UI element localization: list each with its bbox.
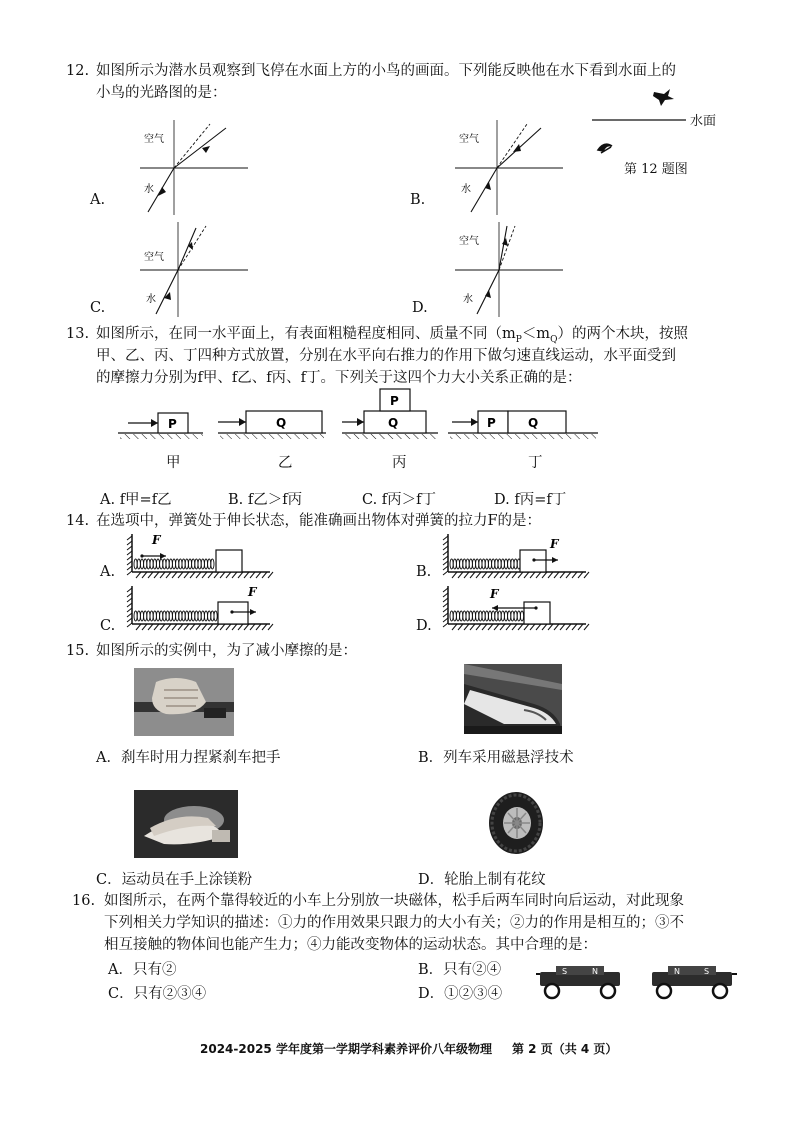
q12-option-c[interactable]: C. xyxy=(90,300,106,316)
q12-option-a[interactable]: A. xyxy=(90,192,106,208)
q13-option-c[interactable]: C. f丙＞f丁 xyxy=(362,492,437,508)
q13-option-b[interactable]: B. f乙＞f丙 xyxy=(228,492,303,508)
q15-stem: 如图所示的实例中，为了减小摩擦的是： xyxy=(96,643,357,659)
q13-stem-line1: 如图所示，在同一水平面上，有表面粗糙程度相同、质量不同$(m_P<m_Q)$的两个木块，按照 xyxy=(96,326,688,345)
q13-fig-label-bing: 丙 xyxy=(392,455,407,471)
svg-text:P: P xyxy=(390,394,399,408)
q14-number: 14. xyxy=(66,513,90,529)
svg-text:水: 水 xyxy=(461,184,471,195)
svg-text:水: 水 xyxy=(463,294,473,305)
q16-stem-line2: 下列相关力学知识的描述：①力的作用效果只跟力的大小有关；②力的作用是相互的；③不 xyxy=(104,915,684,931)
q12-option-b[interactable]: B. xyxy=(410,192,426,208)
q16-number: 16. xyxy=(72,893,96,909)
svg-text:空气: 空气 xyxy=(459,236,479,247)
q14-option-c[interactable]: C. xyxy=(100,618,116,634)
q12-diagram-c xyxy=(140,222,250,317)
magnet-label-n2: N xyxy=(674,967,680,976)
q16-stem-line1: 如图所示，在两个靠得较近的小车上分别放一块磁体，松手后两车同时向后运动，对此现象 xyxy=(104,893,684,909)
spring-block xyxy=(216,550,242,572)
block-q-label: Q xyxy=(276,416,287,430)
svg-text:P: P xyxy=(487,416,496,430)
q13-number: 13. xyxy=(66,326,90,342)
photo-chalk-hands xyxy=(134,790,238,858)
q14-option-d[interactable]: D. xyxy=(416,618,432,634)
block-p-label: P xyxy=(168,417,177,431)
q14-spring-diagram-b xyxy=(440,532,590,580)
svg-text:空气: 空气 xyxy=(459,134,479,145)
q14-option-a[interactable]: A. xyxy=(100,564,116,580)
force-f-label: F xyxy=(248,585,257,599)
q13-option-d[interactable]: D. f丙=f丁 xyxy=(494,492,567,508)
q15-option-b[interactable]: B．列车采用磁悬浮技术 xyxy=(418,750,574,766)
svg-text:Q: Q xyxy=(388,416,399,430)
magnet-label-n1: N xyxy=(592,967,598,976)
q14-stem: 在选项中，弹簧处于伸长状态，能准确画出物体对弹簧的拉力F的是： xyxy=(96,513,542,529)
q12-stem-line2: 小鸟的光路图的是： xyxy=(96,85,227,101)
q16-stem-line3: 相互接触的物体间也能产生力；④力能改变物体的运动状态。其中合理的是： xyxy=(104,937,597,953)
q15-number: 15. xyxy=(66,643,90,659)
svg-text:空气: 空气 xyxy=(144,252,164,263)
svg-text:水: 水 xyxy=(146,294,156,305)
q15-option-c[interactable]: C．运动员在手上涂镁粉 xyxy=(96,872,253,888)
q16-option-b[interactable]: B．只有②④ xyxy=(418,962,502,978)
bird-icon xyxy=(653,89,674,106)
q15-option-a[interactable]: A．刹车时用力捏紧刹车把手 xyxy=(96,750,281,766)
q16-option-c[interactable]: C．只有②③④ xyxy=(108,986,207,1002)
q13-fig-label-ding: 丁 xyxy=(528,455,543,471)
force-f-label: F xyxy=(152,533,161,547)
water-label: 水 xyxy=(144,184,154,195)
q12-diagram-d xyxy=(455,222,565,317)
q13-fig-label-jia: 甲 xyxy=(166,455,181,471)
q13-fig-label-yi: 乙 xyxy=(278,455,293,471)
q14-spring-diagram-a xyxy=(124,532,274,580)
q16-option-d[interactable]: D．①②③④ xyxy=(418,986,503,1002)
q13-stem-line3: 的摩擦力分别为f甲、f乙、f丙、f丁。下列关于这四个力大小关系正确的是： xyxy=(96,370,582,386)
q12-diagram-a xyxy=(140,120,250,215)
eye-icon xyxy=(598,144,612,153)
q16-magnet-carts xyxy=(534,962,740,1002)
water-surface-label: 水面 xyxy=(690,114,717,129)
photo-brake-handle xyxy=(134,668,234,736)
q13-stem-line2: 甲、乙、丙、丁四种方式放置，分别在水平向右推力的作用下做匀速直线运动，水平面受到 xyxy=(96,348,676,364)
svg-text:Q: Q xyxy=(528,416,539,430)
q12-stem-line1: 如图所示为潜水员观察到飞停在水面上方的小鸟的画面。下列能反映他在水下看到水面上的 xyxy=(96,63,676,79)
q12-number: 12. xyxy=(66,63,90,79)
photo-maglev-train xyxy=(464,664,562,734)
q12-option-d[interactable]: D. xyxy=(412,300,428,316)
q13-figures xyxy=(118,385,608,445)
q14-spring-diagram-c xyxy=(124,584,274,632)
force-f-label: F xyxy=(550,537,559,551)
air-label: 空气 xyxy=(144,134,164,145)
q14-option-b[interactable]: B. xyxy=(416,564,432,580)
photo-tire xyxy=(486,790,546,856)
footer-title: 2024-2025 学年度第一学期学科素养评价八年级物理 xyxy=(200,1042,492,1056)
force-f-label: F xyxy=(490,587,499,601)
q12-figure-caption: 第 12 题图 xyxy=(624,162,688,177)
q12-diagram-b xyxy=(455,120,565,215)
magnet-label-s1: S xyxy=(562,967,568,976)
q13-option-a[interactable]: A. f甲=f乙 xyxy=(100,492,172,508)
footer-page-number: 第 2 页（共 4 页） xyxy=(512,1042,618,1056)
spring-block xyxy=(524,602,550,624)
magnet-label-s2: S xyxy=(704,967,710,976)
q16-option-a[interactable]: A．只有② xyxy=(108,962,177,978)
q14-spring-diagram-d xyxy=(440,584,590,632)
q15-option-d[interactable]: D．轮胎上制有花纹 xyxy=(418,872,546,888)
